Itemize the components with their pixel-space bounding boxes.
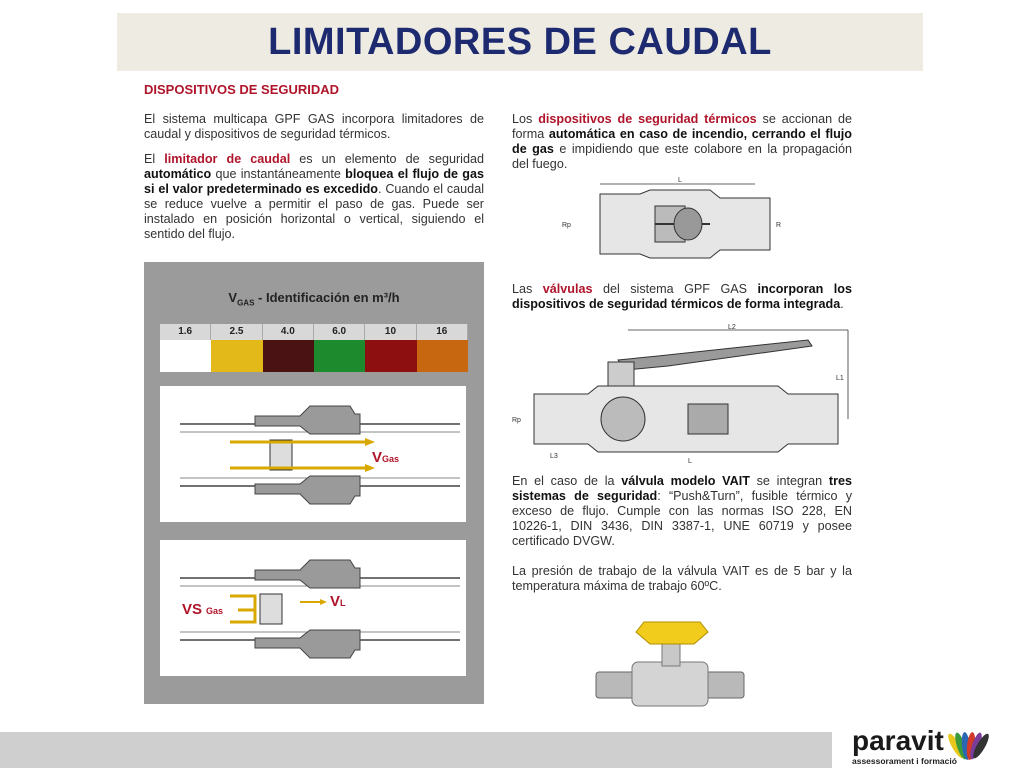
vait-valve-photo — [592, 606, 752, 710]
vait-systems: tres sistemas de seguridad — [512, 474, 852, 503]
limiter-bold-2: bloquea el flujo de gas si el valor predeterminado es excedido — [144, 167, 484, 196]
limiter-bold-1: automático — [144, 167, 212, 181]
dim-l-2: L — [688, 458, 692, 464]
thermal-paragraph: Los dispositivos de seguridad térmicos se accionan de forma automática en caso de incendio, cerrando el flujo de gas e impidiendo que este colabore en la propagación del fuego. — [512, 112, 853, 171]
paravit-logo — [852, 726, 992, 766]
vait-model: válvula modelo VAIT — [621, 474, 750, 488]
pressure-paragraph: La presión de trabajo de la válvula VAIT es de 5 bar y la temperatura máxima de trabajo 60ºC. — [512, 564, 852, 593]
thermal-bold: automática en caso de incendio, cerrando el flujo de gas — [512, 127, 852, 156]
rp-label-2: Rp — [512, 417, 521, 424]
logo-petals-icon — [948, 726, 990, 766]
valves-paragraph: Las válvulas del sistema GPF GAS incorporan los dispositivos de seguridad térmicos de forma integrada. — [512, 282, 852, 311]
limiter-figure — [144, 262, 484, 704]
id-table-swatch — [365, 340, 416, 372]
vgas-label: VGas — [372, 449, 400, 466]
vs-gas-label: VS Gas — [182, 601, 224, 618]
thermal-term: dispositivos de seguridad térmicos — [538, 112, 757, 126]
valves-term: válvulas — [542, 282, 593, 296]
limiter-text-3: que instantáneamente — [211, 167, 346, 181]
id-table-title: $V_{GAS}$ - Identificación en m³/h — [228, 290, 400, 308]
id-table-value: 6.0 — [314, 324, 365, 340]
logo-name: paravit — [852, 725, 944, 756]
id-table-value: 2.5 — [211, 324, 262, 340]
logo-tagline: assessorament i formació — [852, 756, 957, 766]
valves-bold: incorporan los dispositivos de seguridad térmicos de forma integrada — [512, 282, 852, 311]
id-table-swatch — [211, 340, 262, 372]
id-table-value: 4.0 — [263, 324, 314, 340]
vl-label: VL — [330, 593, 346, 610]
intro-paragraph: El sistema multicapa GPF GAS incorpora limitadores de caudal y dispositivos de seguridad térmicos. — [144, 112, 484, 141]
title-band — [117, 13, 923, 71]
id-table-swatch — [263, 340, 314, 372]
id-table-value: 1.6 — [160, 324, 211, 340]
limiter-paragraph — [144, 152, 484, 242]
dim-l3: L3 — [550, 453, 558, 460]
limiter-diagram-open — [160, 386, 466, 522]
id-table-swatch — [160, 340, 211, 372]
footer-bar — [0, 732, 832, 768]
id-table-swatch — [314, 340, 365, 372]
limiter-text-2: es un elemento de seguridad — [290, 152, 484, 166]
thermal-device-drawing — [560, 176, 800, 272]
limiter-text-1: El — [144, 152, 165, 166]
id-color-table — [160, 324, 468, 372]
limiter-diagram-closed — [160, 540, 466, 676]
rp-label-1: Rp — [562, 222, 571, 229]
content-panel — [130, 72, 870, 720]
limiter-text-4: . Cuando el caudal se reduce vuelve a permitir el paso de gas. Puede ser instalado en posición horizontal o vertical, siguiendo el sentido del flujo. — [144, 182, 484, 241]
limiter-term: limitador de caudal — [164, 152, 291, 166]
dim-l1: L1 — [836, 375, 844, 382]
slide-title: LIMITADORES DE CAUDAL — [268, 21, 772, 63]
ball-valve-drawing — [508, 324, 858, 464]
section-heading: DISPOSITIVOS DE SEGURIDAD — [144, 82, 340, 97]
vait-paragraph: En el caso de la válvula modelo VAIT se integran tres sistemas de seguridad: “Push&Turn”, fusible térmico y exceso de flujo. Cumple con las normas ISO 228, EN 10226-1, DIN 3436, DIN 3387-1, UNE 60719 y posee certificado DVGW. — [512, 474, 852, 548]
dim-l: L — [678, 177, 682, 184]
r-label: R — [776, 222, 782, 229]
id-table-value: 16 — [417, 324, 468, 340]
id-table-value: 10 — [365, 324, 416, 340]
dim-l2: L2 — [728, 324, 736, 331]
id-table-swatch — [417, 340, 468, 372]
